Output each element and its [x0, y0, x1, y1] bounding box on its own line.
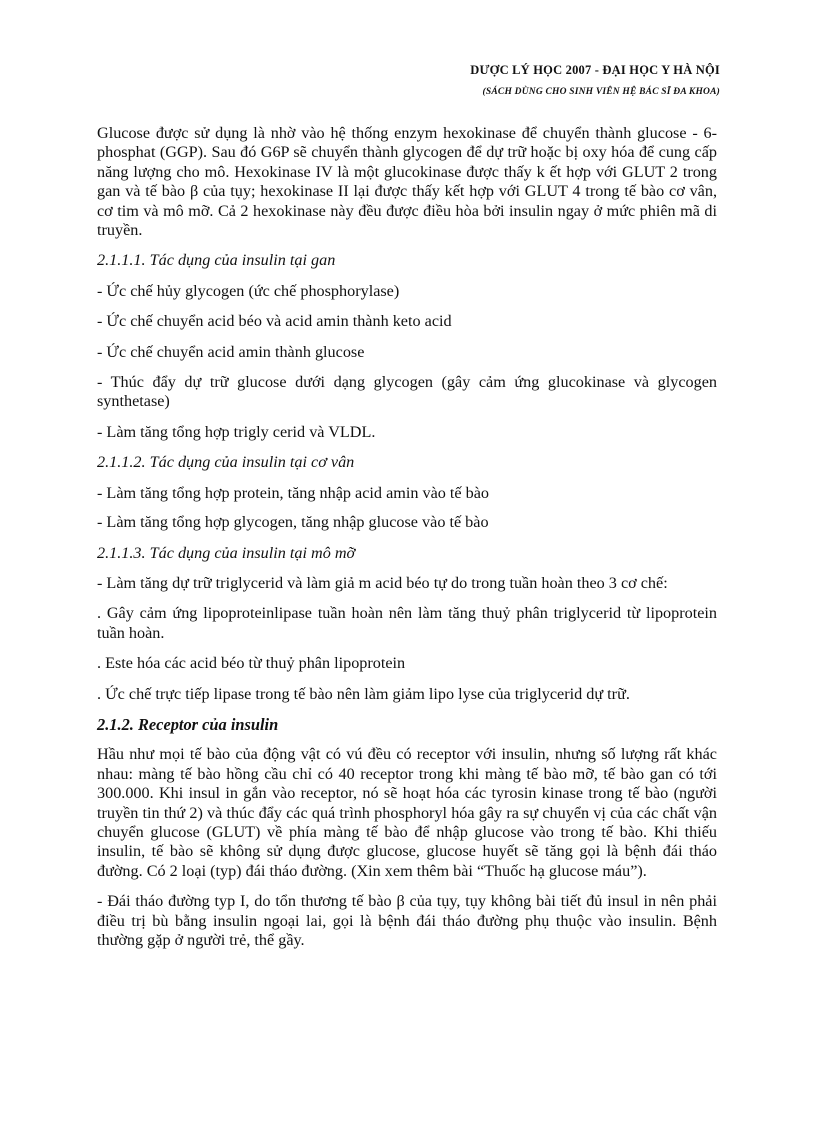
- header-subtitle: (SÁCH DÙNG CHO SINH VIÊN HỆ BÁC SĨ ĐA KHOA): [482, 87, 720, 97]
- liver-item: - Ức chế hủy glycogen (ức chế phosphorylase): [97, 281, 400, 300]
- receptor-heading: 2.1.2. Receptor của insulin: [97, 714, 279, 734]
- document-body: [97, 124, 717, 961]
- receptor-paragraph: Hầu như mọi tế bào của động vật có vú đều có receptor với insulin, nhưng số lượng rất khác nhau: màng tế bào hồng cầu chỉ có 40 receptor trong khi màng tế bào mỡ, tế bào gan có tới 300.000. Khi insul in gắn vào receptor, nó sẽ hoạt hóa các tyrosin kinase trong tế bào (người truyền tin thứ 2) và thúc đẩy các quá trình phosphoryl hóa gây ra sự chuyển vị của các chất vận chuyển glucose (GLUT) về phía màng tế bào để nhập glucose vào trong tế bào. Khi thiếu insulin, tế bào sẽ không sử dụng được glucose, glucose huyết sẽ tăng gọi là bệnh đái tháo đường. Có 2 loại (typ) đái tháo đường. (Xin xem thêm bài “Thuốc hạ glucose máu”).: [97, 745, 717, 880]
- muscle-heading: 2.1.1.2. Tác dụng của insulin tại cơ vân: [97, 453, 355, 472]
- liver-item: - Ức chế chuyển acid béo và acid amin thành keto acid: [97, 312, 452, 331]
- fat-item: . Gây cảm ứng lipoproteinlipase tuần hoàn nên làm tăng thuỷ phân triglycerid từ lipoprotein tuần hoàn.: [97, 604, 717, 642]
- muscle-item: - Làm tăng tổng hợp protein, tăng nhập acid amin vào tế bào: [97, 483, 490, 502]
- intro-paragraph: Glucose được sử dụng là nhờ vào hệ thống enzym hexokinase để chuyển thành glucose - 6- phosphat (GGP). Sau đó G6P sẽ chuyển thành glycogen để dự trữ hoặc bị oxy hóa để cung cấp năng lượng cho mô. Hexokinase IV là một glucokinase được thấy k ết hợp với GLUT 2 trong gan và tế bào β của tụy; hexokinase II lại được thấy kết hợp với GLUT 4 trong tế bào cơ vân, cơ tim và mô mỡ. Cả 2 hexokinase này đều được điều hòa bởi insulin ngay ở mức phiên mã di truyền.: [97, 124, 717, 240]
- liver-heading: 2.1.1.1. Tác dụng của insulin tại gan: [97, 251, 336, 270]
- header-title: DƯỢC LÝ HỌC 2007 - ĐẠI HỌC Y HÀ NỘI: [470, 63, 720, 77]
- muscle-item: - Làm tăng tổng hợp glycogen, tăng nhập glucose vào tế bào: [97, 513, 489, 532]
- fat-item: . Este hóa các acid béo từ thuỷ phân lipoprotein: [97, 654, 406, 673]
- page-header: [120, 62, 720, 98]
- liver-item: - Thúc đẩy dự trữ glucose dưới dạng glycogen (gây cảm ứng glucokinase và glycogen synthetase): [97, 373, 717, 411]
- fat-item: . Ức chế trực tiếp lipase trong tế bào nên làm giảm lipo lyse của triglycerid dự trữ.: [97, 684, 630, 703]
- fat-heading: 2.1.1.3. Tác dụng của insulin tại mô mỡ: [97, 543, 356, 562]
- diabetes-type1-paragraph: - Đái tháo đường typ I, do tổn thương tế bào β của tụy, tụy không bài tiết đủ insul in nên phải điều trị bù bằng insulin ngoại lai, gọi là bệnh đái tháo đường phụ thuộc vào insulin. Bệnh thường gặp ở người trẻ, thể gầy.: [97, 892, 717, 949]
- liver-item: - Làm tăng tổng hợp trigly cerid và VLDL.: [97, 422, 376, 441]
- liver-item: - Ức chế chuyển acid amin thành glucose: [97, 342, 365, 361]
- fat-item: - Làm tăng dự trữ triglycerid và làm giả m acid béo tự do trong tuần hoàn theo 3 cơ chế:: [97, 573, 668, 592]
